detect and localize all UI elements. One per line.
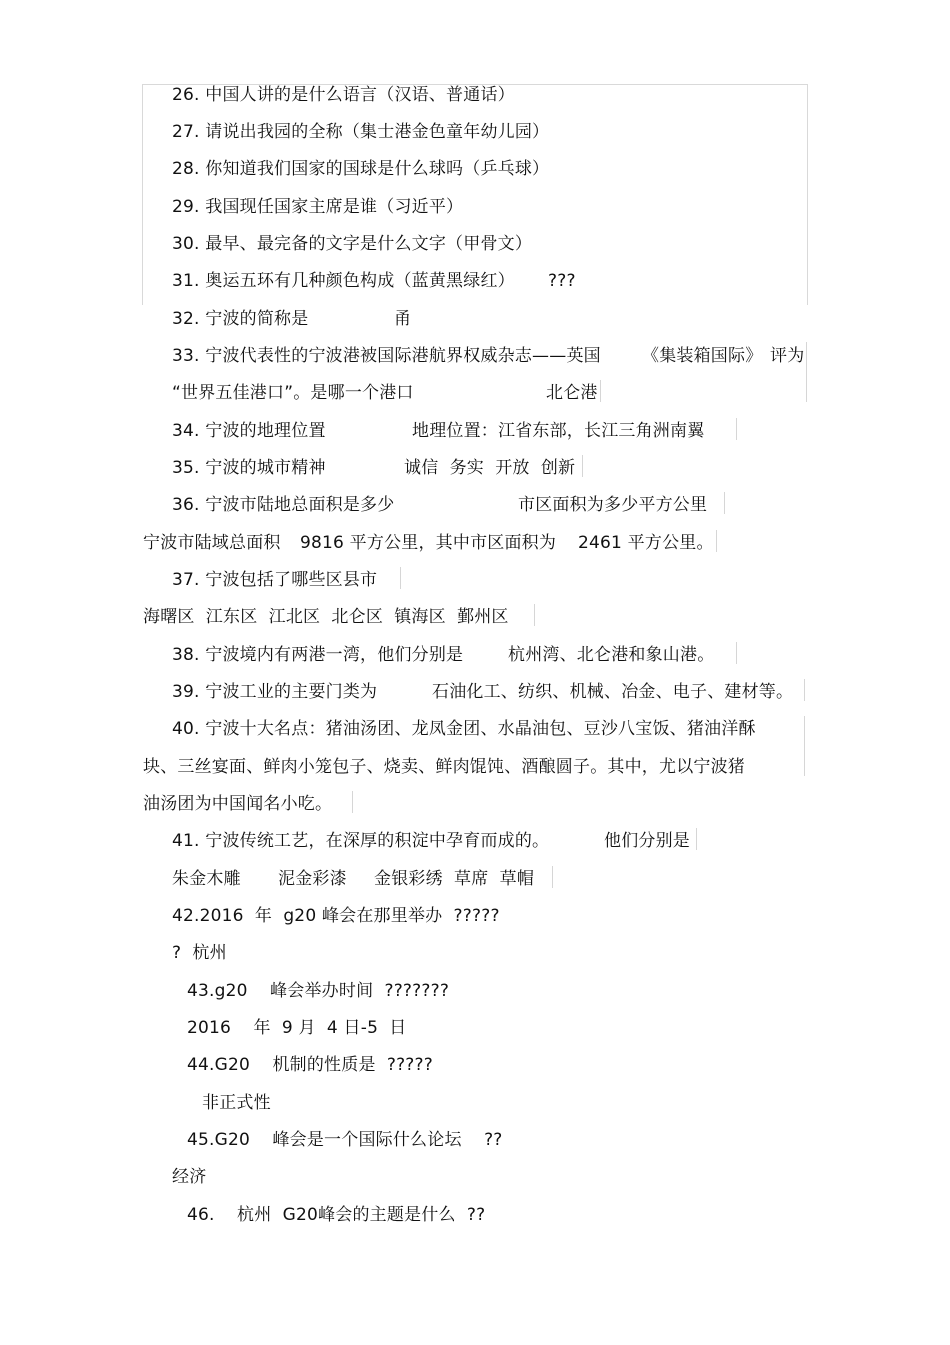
text-segment: 9816 平方公里，其中市区面积为	[300, 533, 557, 553]
text-segment: 北仑港	[546, 383, 598, 403]
text-line: 32. 宁波的简称是	[172, 309, 309, 329]
text-segment: 泥金彩漆	[278, 869, 347, 889]
text-line: 35. 宁波的城市精神	[172, 458, 326, 478]
border-rule	[736, 642, 737, 664]
text-line: 27. 请说出我园的全称（集士港金色童年幼儿园）	[172, 122, 550, 142]
text-line: 33. 宁波代表性的宁波港被国际港航界权威杂志——英国	[172, 346, 601, 366]
border-rule	[696, 828, 697, 850]
text-line: 43.g20 峰会举办时间 ???????	[187, 981, 450, 1001]
text-segment: 地理位置：江省东部，长江三角洲南翼	[412, 421, 705, 441]
text-line: 38. 宁波境内有两港一湾，他们分别是	[172, 645, 464, 665]
border-rule	[600, 380, 601, 402]
text-line: ? 杭州	[172, 943, 227, 963]
text-line: 39. 宁波工业的主要门类为	[172, 682, 378, 702]
text-segment: 评为	[770, 346, 805, 366]
border-rule	[352, 791, 353, 813]
border-rule	[806, 342, 807, 402]
text-segment: 杭州湾、北仑港和象山港。	[508, 645, 715, 665]
text-segment: 市区面积为多少平方公里	[518, 495, 708, 515]
text-line: 2016 年 9 月 4 日-5 日	[187, 1018, 407, 1038]
text-line: 31. 奥运五环有几种颜色构成（蓝黄黑绿红）	[172, 271, 515, 291]
text-line: 41. 宁波传统工艺，在深厚的积淀中孕育而成的。	[172, 831, 550, 851]
text-line: 29. 我国现任国家主席是谁（习近平）	[172, 197, 464, 217]
text-line: 36. 宁波市陆地总面积是多少	[172, 495, 395, 515]
text-line: 非正式性	[202, 1093, 271, 1113]
text-line: 34. 宁波的地理位置	[172, 421, 326, 441]
text-line: 经济	[172, 1167, 207, 1187]
text-line: 45.G20 峰会是一个国际什么论坛 ??	[187, 1130, 503, 1150]
text-line: 油汤团为中国闻名小吃。	[143, 794, 333, 814]
text-line: 朱金木雕	[172, 869, 241, 889]
text-line: 26. 中国人讲的是什么语言（汉语、普通话）	[172, 85, 515, 105]
text-line: 46. 杭州 G20峰会的主题是什么 ??	[187, 1205, 486, 1225]
text-line: 30. 最早、最完备的文字是什么文字（甲骨文）	[172, 234, 533, 254]
text-segment: 诚信 务实 开放 创新	[404, 458, 576, 478]
border-rule	[736, 418, 737, 440]
text-line: 37. 宁波包括了哪些区县市	[172, 570, 378, 590]
border-rule	[804, 716, 805, 776]
border-rule	[400, 567, 401, 589]
text-segment: 他们分别是	[604, 831, 690, 851]
text-line: 44.G20 机制的性质是 ?????	[187, 1055, 433, 1075]
border-rule	[804, 679, 805, 701]
text-line: 28. 你知道我们国家的国球是什么球吗（乒乓球）	[172, 159, 550, 179]
text-line: 海曙区 江东区 江北区 北仑区 镇海区 鄞州区	[143, 607, 509, 627]
border-rule	[582, 455, 583, 477]
text-segment: 《集装箱国际》	[642, 346, 763, 366]
text-segment: 甬	[394, 309, 412, 329]
text-line: 42.2016 年 g20 峰会在那里举办 ?????	[172, 906, 500, 926]
border-rule	[552, 866, 553, 888]
border-rule	[534, 604, 535, 626]
text-line: 块、三丝宴面、鲜肉小笼包子、烧卖、鲜肉馄饨、酒酿圆子。其中，尤以宁波猪	[143, 757, 745, 777]
text-line: 40. 宁波十大名点：猪油汤团、龙凤金团、水晶油包、豆沙八宝饭、猪油洋酥	[172, 719, 756, 739]
border-rule	[724, 492, 725, 514]
text-segment: ???	[548, 271, 576, 291]
text-line: 宁波市陆域总面积	[143, 533, 281, 553]
text-line: “世界五佳港口”。是哪一个港口	[172, 383, 414, 403]
border-rule	[716, 530, 717, 552]
text-segment: 石油化工、纺织、机械、冶金、电子、建材等。	[432, 682, 794, 702]
text-segment: 金银彩绣 草席 草帽	[374, 869, 535, 889]
text-segment: 2461 平方公里。	[578, 533, 714, 553]
